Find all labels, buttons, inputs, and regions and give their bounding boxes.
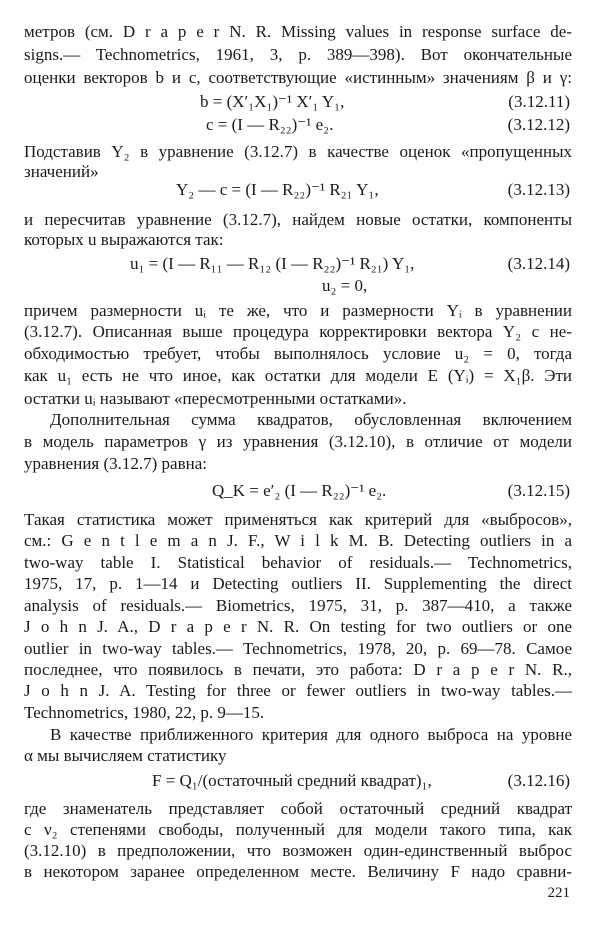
equation-number: (3.12.13) [507,180,570,199]
text-line: которых u выражаются так: [24,230,224,249]
equation-3-12-15: Q_K = e′₂ (I — R₂₂)⁻¹ e₂. [212,481,387,500]
text-line: в модель параметров γ из уравнения (3.12.10), в отличие от модели [24,432,572,451]
text-line: остатки uᵢ называют «пересмотренными остатками». [24,389,407,408]
text-line: оценки векторов b и c, соответствующие «истинным» значениям β и γ: [24,68,572,87]
text-line: уравнения (3.12.7) равна: [24,454,207,473]
text-line: последнее, что появилось в печати, это работа: D r a p e r N. R., [24,660,572,679]
text-line: two-way table I. Statistical behavior of residuals.— Technometrics, [24,553,572,572]
text-line: Дополнительная сумма квадратов, обусловленная включением [50,410,572,429]
text-line: как u₁ есть не что иное, как остатки для модели E (Yᵢ) = X₁β. Эти [24,366,572,385]
text-line: в некотором заранее определенном месте. Величину F надо сравни- [24,862,572,881]
equation-number: (3.12.12) [507,115,570,134]
equation-u2: u₂ = 0, [322,276,368,295]
text-line: analysis of residuals.— Biometrics, 1975, 31, p. 387—410, а также [24,596,572,615]
text-line: signs.— Technometrics, 1961, 3, p. 389—398). Вот окончательные [24,45,572,64]
equation-3-12-11: b = (X′₁X₁)⁻¹ X′₁ Y₁, [200,92,345,111]
text-line: метров (см. D r a p e r N. R. Missing values in response surface de- [24,22,572,41]
equation-number: (3.12.11) [508,92,570,111]
equation-number: (3.12.15) [507,481,570,500]
text-line: Такая статистика может применяться как критерий для «выбросов», [24,510,572,529]
text-line: α мы вычисляем статистику [24,746,227,765]
text-line: В качестве приближенного критерия для одного выброса на уровне [50,725,572,744]
text-line: и пересчитав уравнение (3.12.7), найдем новые остатки, компоненты [24,210,572,229]
text-line: (3.12.7). Описанная выше процедура корректировки вектора Y₂ с не- [24,322,572,341]
text-line: (3.12.10) в предположении, что возможен один-единственный выброс [24,841,572,860]
text-line: обходимостью требует, чтобы выполнялось условие u₂ = 0, тогда [24,344,572,363]
text-line: J o h n J. A. Testing for three or fewer outliers in two-way tables.— [24,681,572,700]
text-line: outlier in two-way tables.— Technometrics, 1978, 20, p. 69—78. Самое [24,639,572,658]
text-line: Technometrics, 1980, 22, p. 9—15. [24,703,265,722]
equation-3-12-16: F = Q₁/(остаточный средний квадрат)₁, [152,771,432,790]
page-number: 221 [547,885,570,901]
equation-number: (3.12.16) [507,771,570,790]
text-line: 1975, 17, p. 1—14 и Detecting outliers II. Supplementing the direct [24,574,572,593]
text-line: где знаменатель представляет собой остаточный средний квадрат [24,799,572,818]
equation-3-12-13: Y₂ — c = (I — R₂₂)⁻¹ R₂₁ Y₁, [176,180,379,199]
text-line: см.: G e n t l e m a n J. F., W i l k M. B. Detecting outliers in a [24,531,572,550]
text-line: значений» [24,162,99,181]
equation-number: (3.12.14) [507,254,570,273]
equation-3-12-12: c = (I — R₂₂)⁻¹ e₂. [206,115,334,134]
text-line: Подставив Y₂ в уравнение (3.12.7) в качестве оценок «пропущенных [24,142,572,161]
text-line: J o h n J. A., D r a p e r N. R. On testing for two outliers or one [24,617,572,636]
text-line: с ν₂ степенями свободы, полученный для модели такого типа, как [24,820,572,839]
equation-3-12-14: u₁ = (I — R₁₁ — R₁₂ (I — R₂₂)⁻¹ R₂₁) Y₁, [130,254,415,273]
text-line: причем размерности uᵢ те же, что и размерности Yᵢ в уравнении [24,301,572,320]
